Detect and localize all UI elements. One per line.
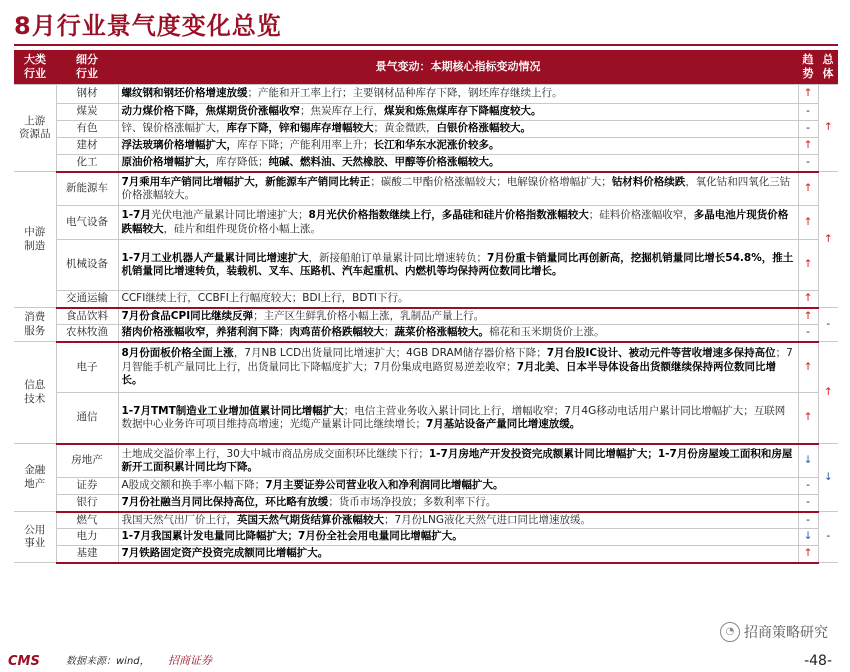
plain-text: ；货币市场净投放；多数利率下行。: [328, 496, 497, 509]
page-title: 8月行业景气度变化总览: [14, 12, 282, 40]
indicator-description: [118, 478, 798, 495]
plain-text: ；黄金微跌，: [373, 122, 437, 135]
trend-arrow: -: [798, 104, 818, 121]
highlight-text: 1-7月: [121, 209, 151, 222]
highlight-text: 原油价格增幅扩大，: [121, 156, 216, 169]
table-row: [14, 240, 838, 291]
overall-trend: ↓: [818, 444, 838, 512]
plain-text: ；7月份LNG液化天然气进口同比增速放缓。: [384, 513, 592, 526]
highlight-text: 7月基站设备产量同比增速放缓。: [426, 417, 581, 430]
sub-industry: 农林牧渔: [56, 325, 118, 342]
sub-industry: 电气设备: [56, 206, 118, 240]
indicator-description: [118, 512, 798, 529]
table-row: [14, 325, 838, 342]
sub-industry: 化工: [56, 155, 118, 172]
footer: [0, 650, 850, 672]
highlight-text: 猪肉价格涨幅收窄，养猪利润下降: [121, 326, 279, 339]
header-total: [818, 50, 838, 85]
indicator-description: [118, 121, 798, 138]
sub-industry: 燃气: [56, 512, 118, 529]
sub-industry: 机械设备: [56, 240, 118, 291]
indicator-description: [118, 138, 798, 155]
sub-industry: 食品饮料: [56, 308, 118, 325]
plain-text: ；: [384, 326, 395, 339]
major-category: 上游 资源品: [14, 85, 56, 172]
major-category: 中游 制造: [14, 172, 56, 308]
trend-arrow: ↑: [798, 172, 818, 206]
overall-trend: -: [818, 512, 838, 563]
major-category: 信息 技术: [14, 342, 56, 444]
overall-trend: ↑: [818, 85, 838, 172]
sub-industry: 交通运输: [56, 291, 118, 308]
highlight-text: 1-7月TMT制造业工业增加值累计同比增幅扩大: [121, 404, 344, 417]
table-row: [14, 308, 838, 325]
source-note: 数据来源：wind，: [66, 656, 150, 667]
highlight-text: 白银价格涨幅较大。: [436, 122, 531, 135]
plain-text: ，氧化钴和四氧化三钴价格涨幅较大。: [121, 175, 791, 201]
sub-industry: 银行: [56, 495, 118, 512]
plain-text: ；电信主营业务收入累计同比上行，增幅收窄；7月4G移动电话用户累计同比增幅扩大；互联网数据中心业务许可项目维持高增速；光缆产量累计同比继续增长；: [121, 404, 786, 430]
indicator-description: [118, 393, 798, 444]
highlight-text: 煤炭和炼焦煤库存下降幅度较大。: [384, 105, 542, 118]
trend-arrow: -: [798, 325, 818, 342]
highlight-text: 7月北美、日本半导体设备出货额继续保持两位数同比增长。: [121, 360, 776, 386]
table-row: [14, 206, 838, 240]
highlight-text: 蔬菜价格涨幅较大。: [394, 326, 489, 339]
plain-text: 我国天然气出厂价上行，: [121, 513, 237, 526]
wechat-icon: ◔: [720, 622, 740, 642]
plain-text: ；7月智能手机产量同比上行，出货量同比下降幅度扩大；7月份集成电路贸易逆差收窄；: [121, 347, 793, 373]
trend-arrow: ↑: [798, 291, 818, 308]
table-row: [14, 444, 838, 478]
sub-industry: 基建: [56, 546, 118, 563]
trend-arrow: ↑: [798, 393, 818, 444]
highlight-text: 1-7月房地产开发投资完成额累计同比增幅扩大；1-7月份房屋竣工面积和房屋新开工面积累计同比均下降。: [121, 447, 793, 473]
table-row: [14, 512, 838, 529]
trend-arrow: -: [798, 512, 818, 529]
plain-text: 土地成交溢价率上行，30大中城市商品房成交面积环比继续下行；: [121, 447, 429, 460]
table-body: [14, 85, 838, 563]
plain-text: A股成交额和换手率小幅下降；: [121, 479, 266, 492]
page-number: -48-: [804, 653, 832, 669]
major-category: 公用 事业: [14, 512, 56, 563]
plain-text: ；焦炭库存上行，: [300, 105, 384, 118]
indicator-description: [118, 342, 798, 393]
highlight-text: 英国天然气期货结算价涨幅较大: [237, 513, 384, 526]
indicator-description: [118, 240, 798, 291]
highlight-text: 7月乘用车产销同比增幅扩大，新能源车产销同比转正: [121, 175, 371, 188]
plain-text: ；主产区生鲜乳价格小幅上涨，乳制品产量上行。: [253, 309, 485, 322]
highlight-text: 钴材料价格续跌: [611, 175, 686, 188]
highlight-text: 1-7月我国累计发电量同比降幅扩大；7月份全社会用电量同比增幅扩大。: [121, 530, 463, 543]
table-row: [14, 495, 838, 512]
indicator-description: [118, 172, 798, 206]
indicator-description: [118, 85, 798, 104]
indicator-description: [118, 206, 798, 240]
sub-industry: 房地产: [56, 444, 118, 478]
highlight-text: 7月铁路固定资产投资完成额同比增幅扩大。: [121, 547, 329, 560]
indicator-description: [118, 546, 798, 563]
highlight-text: 7月份社融当月同比保持高位，环比略有放缓: [121, 496, 329, 509]
indicator-description: [118, 291, 798, 308]
table-row: [14, 138, 838, 155]
table-row: [14, 546, 838, 563]
trend-arrow: -: [798, 495, 818, 512]
table-row: [14, 155, 838, 172]
table-header-row: [14, 50, 838, 85]
trend-arrow: ↑: [798, 85, 818, 104]
trend-arrow: -: [798, 155, 818, 172]
table-row: [14, 478, 838, 495]
highlight-text: 7月主要证券公司营业收入和净利润同比增幅扩大。: [265, 479, 504, 492]
sub-industry: 新能源车: [56, 172, 118, 206]
trend-arrow: ↑: [798, 546, 818, 563]
table-row: [14, 529, 838, 546]
plain-text: 棉花和玉米期货价上涨。: [489, 326, 605, 339]
highlight-text: 纯碱、燃料油、天然橡胶、甲醇等价格涨幅较大。: [268, 156, 500, 169]
watermark-text: 招商策略研究: [744, 625, 828, 641]
trend-arrow: ↑: [798, 240, 818, 291]
trend-arrow: ↑: [798, 308, 818, 325]
table-row: [14, 342, 838, 393]
sub-industry: 通信: [56, 393, 118, 444]
trend-arrow: -: [798, 121, 818, 138]
plain-text: ，7月NB LCD出货量同比增速扩大；4GB DRAM储存器价格下降；: [233, 347, 547, 360]
cms-logo: CMS: [8, 654, 40, 669]
plain-text: 库存下降；产能利用率上升；: [237, 139, 374, 152]
trend-arrow: -: [798, 478, 818, 495]
watermark: [720, 622, 828, 642]
header-desc: 景气变动：本期核心指标变动情况: [118, 50, 798, 85]
plain-text: ，硅片和组件现货价格小幅上涨。: [163, 222, 321, 235]
table-row: [14, 291, 838, 308]
trend-arrow: ↑: [798, 342, 818, 393]
highlight-text: 7月份食品CPI同比继续反弹: [121, 309, 254, 322]
highlight-text: 7月台股IC设计、被动元件等营收增速多保持高位: [546, 347, 776, 360]
overall-trend: ↑: [818, 172, 838, 308]
sub-industry: 电力: [56, 529, 118, 546]
indicator-description: [118, 104, 798, 121]
table-row: [14, 172, 838, 206]
sub-industry: 证券: [56, 478, 118, 495]
plain-text: 光伏电池产量累计同比增速扩大；: [150, 209, 309, 222]
sub-industry: 煤炭: [56, 104, 118, 121]
plain-text: ；碳酸二甲酯价格涨幅较大；电解镍价格增幅扩大；: [370, 175, 612, 188]
table-row: [14, 104, 838, 121]
highlight-text: 长江和华东水泥涨价较多。: [373, 139, 500, 152]
indicator-description: [118, 308, 798, 325]
table-row: [14, 121, 838, 138]
plain-text: 锌、镍价格涨幅扩大，: [121, 122, 227, 135]
table-row: [14, 393, 838, 444]
sub-industry: 建材: [56, 138, 118, 155]
plain-text: 库存降低；: [216, 156, 269, 169]
indicator-description: [118, 529, 798, 546]
header-sub-label: 细分 行业: [76, 53, 98, 80]
table-row: [14, 85, 838, 104]
trend-arrow: ↑: [798, 138, 818, 155]
plain-text: ；硅料价格涨幅收窄，: [588, 209, 694, 222]
header-sub: [56, 50, 118, 85]
header-major-label: 大类 行业: [24, 53, 46, 80]
header-total-label: 总 体: [822, 53, 834, 80]
major-category: 金融 地产: [14, 444, 56, 512]
highlight-text: 肉鸡苗价格跌幅较大: [289, 326, 384, 339]
sub-industry: 有色: [56, 121, 118, 138]
indicator-description: [118, 495, 798, 512]
highlight-text: 1-7月工业机器人产量累计同比增速扩大: [121, 251, 309, 264]
industry-table: [14, 50, 838, 564]
highlight-text: 7月份重卡销量同比再创新高，挖掘机销量同比增长54.8%，推土机销量同比增速转负，装载机、叉车、压路机、汽车起重机、内燃机等均保持两位数同比增长。: [121, 251, 794, 277]
highlight-text: 8月份面板价格全面上涨: [121, 347, 234, 360]
plain-text: ；产能和开工率上行；主要钢材品种库存下降，钢坯库存继续上行。: [247, 87, 563, 100]
trend-arrow: ↑: [798, 206, 818, 240]
sub-industry: 电子: [56, 342, 118, 393]
plain-text: ，新接船舶订单量累计同比增速转负；: [308, 251, 487, 264]
highlight-text: 浮法玻璃价格增幅扩大，: [121, 139, 237, 152]
plain-text: CCFI继续上行，CCBFI上行幅度较大；BDI上行，BDTI下行。: [121, 292, 409, 305]
highlight-text: 动力煤价格下降，焦煤期货价涨幅收窄: [121, 105, 300, 118]
highlight-text: 库存下降，锌和锡库存增幅较大: [226, 122, 374, 135]
overall-trend: ↑: [818, 342, 838, 444]
indicator-description: [118, 444, 798, 478]
trend-arrow: ↓: [798, 444, 818, 478]
header-major: [14, 50, 56, 85]
header-trend: [798, 50, 818, 85]
title-underline: [14, 44, 838, 46]
highlight-text: 多晶电池片现货价格跌幅较大: [121, 209, 789, 235]
highlight-text: 8月光伏价格指数继续上行，多晶硅和硅片价格指数涨幅较大: [308, 209, 589, 222]
trend-arrow: ↓: [798, 529, 818, 546]
plain-text: ；: [279, 326, 290, 339]
major-category: 消费 服务: [14, 308, 56, 342]
header-trend-label: 趋 势: [802, 53, 814, 80]
highlight-text: 螺纹钢和钢坯价格增速放缓: [121, 87, 248, 100]
brand-name: 招商证券: [168, 654, 212, 667]
indicator-description: [118, 325, 798, 342]
overall-trend: -: [818, 308, 838, 342]
sub-industry: 钢材: [56, 85, 118, 104]
indicator-description: [118, 155, 798, 172]
